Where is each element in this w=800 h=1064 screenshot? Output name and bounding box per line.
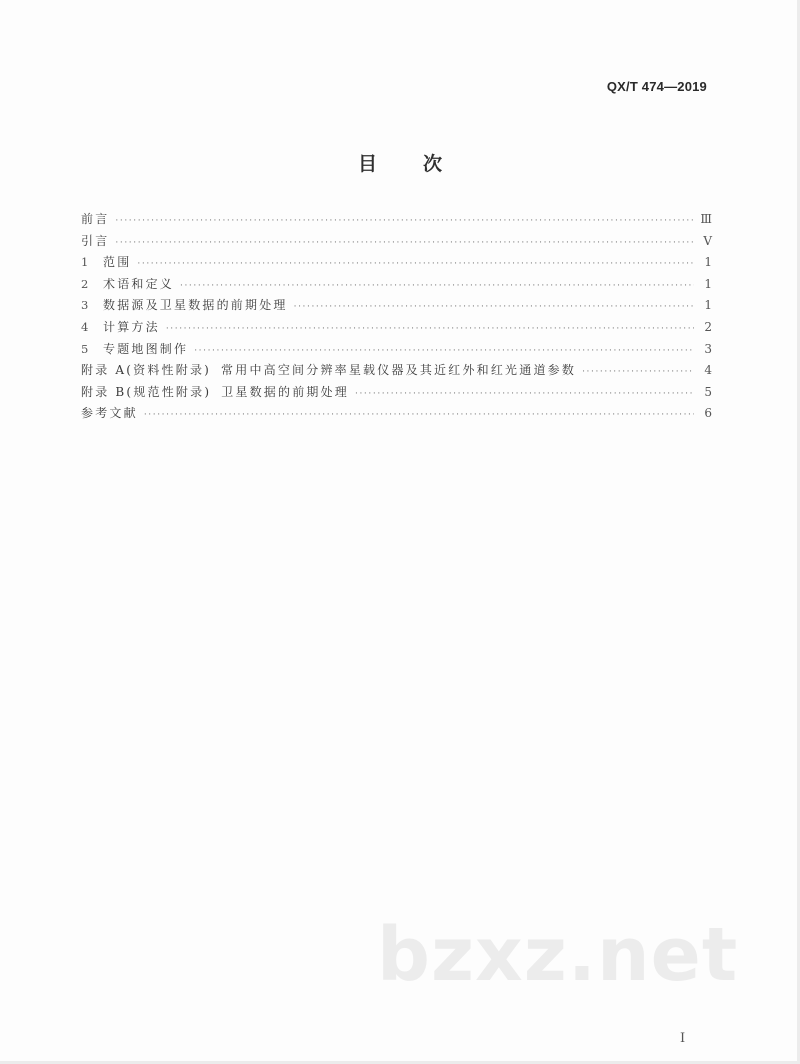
toc-entry-data-source[interactable] xyxy=(81,295,712,317)
toc-entry-page: 1 xyxy=(704,276,712,291)
page-number: I xyxy=(680,1031,686,1046)
toc-entry-subtitle: 常用中高空间分辨率星载仪器及其近红外和红光通道参数 xyxy=(221,363,577,378)
toc-entry-label: 计算方法 xyxy=(103,319,160,334)
toc-entry-number: 1 xyxy=(81,255,89,270)
toc-entry-label: 术语和定义 xyxy=(103,276,175,291)
toc-entry-page: 5 xyxy=(704,384,712,399)
table-of-contents xyxy=(81,209,712,425)
toc-entry-map-making[interactable] xyxy=(81,339,712,361)
toc-entry-method[interactable] xyxy=(81,317,712,339)
toc-entry-page: 3 xyxy=(704,341,712,356)
toc-entry-label: 专题地图制作 xyxy=(103,341,189,356)
toc-entry-number: 3 xyxy=(81,298,89,313)
toc-entry-label: 附录 A(资料性附录) xyxy=(81,363,212,378)
toc-entry-page: 1 xyxy=(704,298,712,313)
toc-leader-dots xyxy=(137,254,694,276)
toc-entry-page: 1 xyxy=(704,255,712,270)
toc-entry-label: 参考文献 xyxy=(81,406,138,421)
toc-entry-page: 2 xyxy=(704,319,712,334)
toc-entry-page: 6 xyxy=(704,406,712,421)
toc-entry-number: 2 xyxy=(81,276,89,291)
toc-leader-dots xyxy=(355,384,694,406)
toc-entry-page: Ⅲ xyxy=(700,212,712,226)
toc-entry-label: 前言 xyxy=(81,212,110,226)
toc-entry-introduction[interactable] xyxy=(81,231,712,253)
toc-entry-label: 范围 xyxy=(103,255,132,270)
toc-entry-appendix-a[interactable] xyxy=(81,360,712,382)
toc-leader-dots xyxy=(194,341,694,363)
toc-entry-subtitle: 卫星数据的前期处理 xyxy=(221,384,350,399)
toc-entry-foreword[interactable] xyxy=(81,209,712,231)
toc-entry-number: 5 xyxy=(81,341,89,356)
toc-leader-dots xyxy=(115,211,694,233)
standard-code: QX/T 474—2019 xyxy=(606,79,707,94)
toc-entry-label: 附录 B(规范性附录) xyxy=(81,384,212,399)
toc-entry-label: 引言 xyxy=(81,233,110,248)
toc-entry-terms[interactable] xyxy=(81,274,712,296)
toc-leader-dots xyxy=(144,405,694,427)
toc-entry-references[interactable] xyxy=(81,403,712,425)
toc-entry-scope[interactable] xyxy=(81,252,712,274)
page-title: 目次 xyxy=(357,153,488,175)
toc-leader-dots xyxy=(166,319,694,341)
toc-entry-label: 数据源及卫星数据的前期处理 xyxy=(103,298,288,313)
watermark: bzxz.net xyxy=(377,912,739,998)
toc-entry-page: 4 xyxy=(704,363,712,378)
toc-entry-appendix-b[interactable] xyxy=(81,382,712,404)
toc-leader-dots xyxy=(582,362,694,384)
toc-leader-dots xyxy=(294,297,694,319)
toc-entry-number: 4 xyxy=(81,319,89,334)
toc-entry-page: Ⅴ xyxy=(703,233,712,248)
toc-leader-dots xyxy=(115,233,694,255)
toc-leader-dots xyxy=(180,276,694,298)
